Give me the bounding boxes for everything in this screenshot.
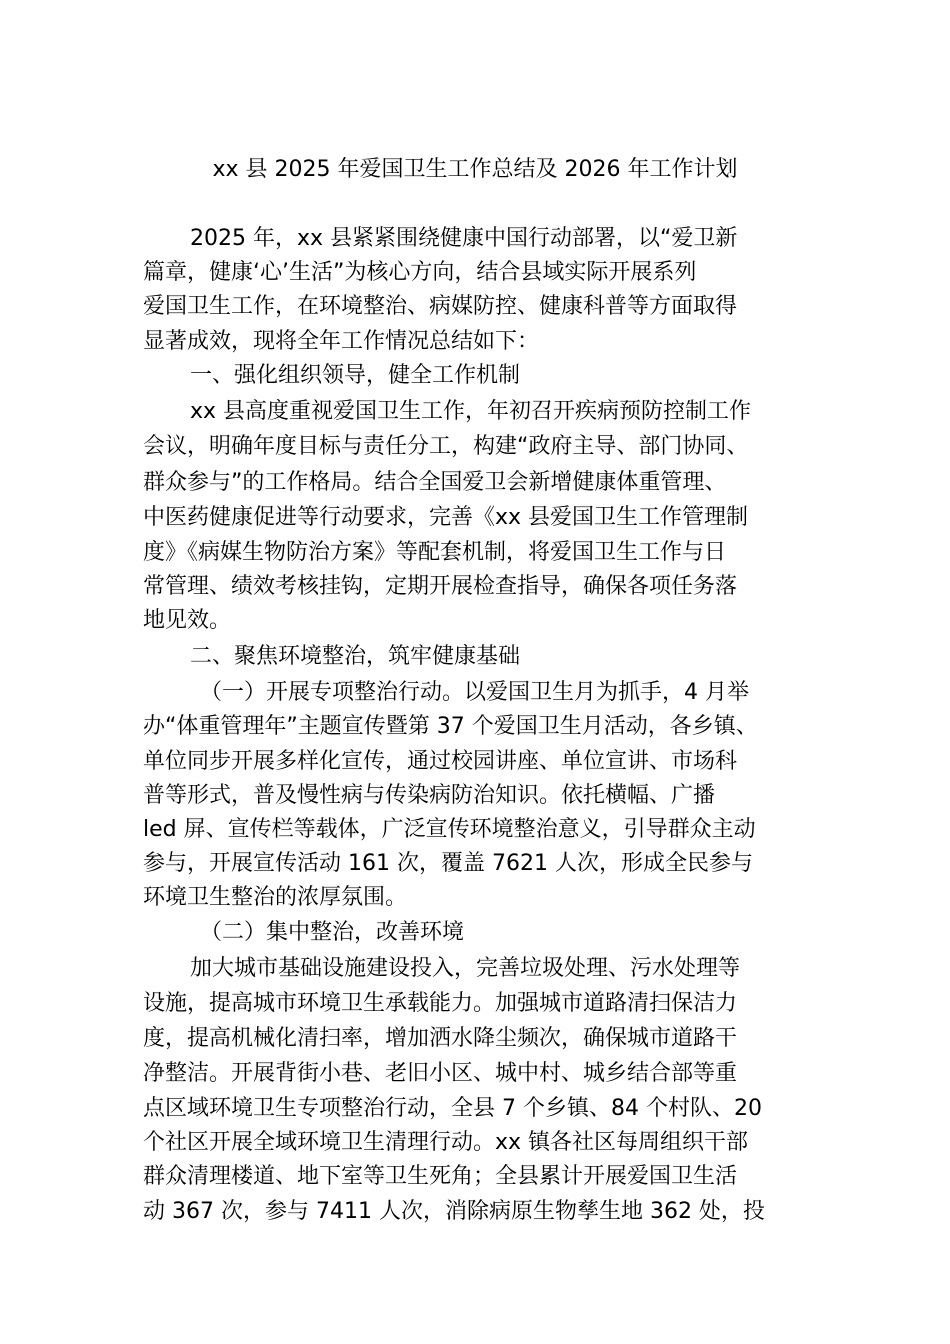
subsection-line: （一）开展专项整治行动。以爱国卫生月为抓手，4 月举 — [200, 680, 749, 705]
paragraph-line: 度》《病媒生物防治方案》等配套机制，将爱国卫生工作与日 — [143, 540, 727, 565]
paragraph-line: 单位同步开展多样化宣传，通过校园讲座、单位宣讲、市场科 — [143, 749, 738, 774]
document-title: xx 县 2025 年爱国卫生工作总结及 2026 年工作计划 — [212, 157, 738, 182]
paragraph-line: 净整洁。开展背街小巷、老旧小区、城中村、城乡结合部等重 — [143, 1061, 738, 1086]
paragraph-line: 参与，开展宣传活动 161 次，覆盖 7621 人次，形成全民参与 — [143, 851, 753, 876]
paragraph-line: 度，提高机械化清扫率，增加洒水降尘频次，确保城市道路干 — [143, 1026, 738, 1051]
subsection-heading: （二）集中整治，改善环境 — [200, 920, 465, 945]
paragraph-line: 个社区开展全域环境卫生清理行动。xx 镇各社区每周组织干部 — [143, 1130, 749, 1155]
paragraph-line: xx 县高度重视爱国卫生工作，年初召开疾病预防控制工作 — [190, 399, 752, 424]
paragraph-line: 常管理、绩效考核挂钩，定期开展检查指导，确保各项任务落 — [143, 574, 738, 599]
paragraph-line: 动 367 次，参与 7411 人次，消除病原生物孳生地 362 处，投 — [143, 1199, 765, 1224]
paragraph-line: 爱国卫生工作，在环境整治、病媒防控、健康科普等方面取得 — [143, 294, 738, 319]
paragraph-line: 群众参与”的工作格局。结合全国爱卫会新增健康体重管理、 — [143, 470, 727, 495]
paragraph-line: 普等形式，普及慢性病与传染病防治知识。依托横幅、广播 — [143, 783, 716, 808]
paragraph-line: 办“体重管理年”主题宣传暨第 37 个爱国卫生月活动，各乡镇、 — [143, 714, 758, 739]
paragraph-line: 加大城市基础设施建设投入，完善垃圾处理、污水处理等 — [190, 956, 741, 981]
paragraph-line: 设施，提高城市环境卫生承载能力。加强城市道路清扫保洁力 — [143, 991, 738, 1016]
paragraph-line: 会议，明确年度目标与责任分工，构建“政府主导、部门协同、 — [143, 434, 749, 459]
paragraph-line: 群众清理楼道、地下室等卫生死角；全县累计开展爱国卫生活 — [143, 1164, 738, 1189]
paragraph-line: 点区域环境卫生专项整治行动，全县 7 个乡镇、84 个村队、20 — [143, 1096, 762, 1121]
paragraph-line: 地见效。 — [143, 608, 232, 633]
paragraph-line: 2025 年，xx 县紧紧围绕健康中国行动部署，以“爱卫新 — [190, 226, 738, 251]
paragraph-line: 环境卫生整治的浓厚氛围。 — [143, 885, 408, 910]
paragraph-line: 中医药健康促进等行动要求，完善《xx 县爱国卫生工作管理制 — [143, 505, 749, 530]
paragraph-line: 显著成效，现将全年工作情况总结如下： — [143, 329, 540, 354]
paragraph-line: led 屏、宣传栏等载体，广泛宣传环境整治意义，引导群众主动 — [143, 817, 756, 842]
section-heading: 二、聚焦环境整治，筑牢健康基础 — [190, 644, 521, 669]
paragraph-line: 篇章，健康‘心’生活”为核心方向，结合县域实际开展系列 — [143, 260, 697, 285]
section-heading: 一、强化组织领导，健全工作机制 — [190, 363, 521, 388]
